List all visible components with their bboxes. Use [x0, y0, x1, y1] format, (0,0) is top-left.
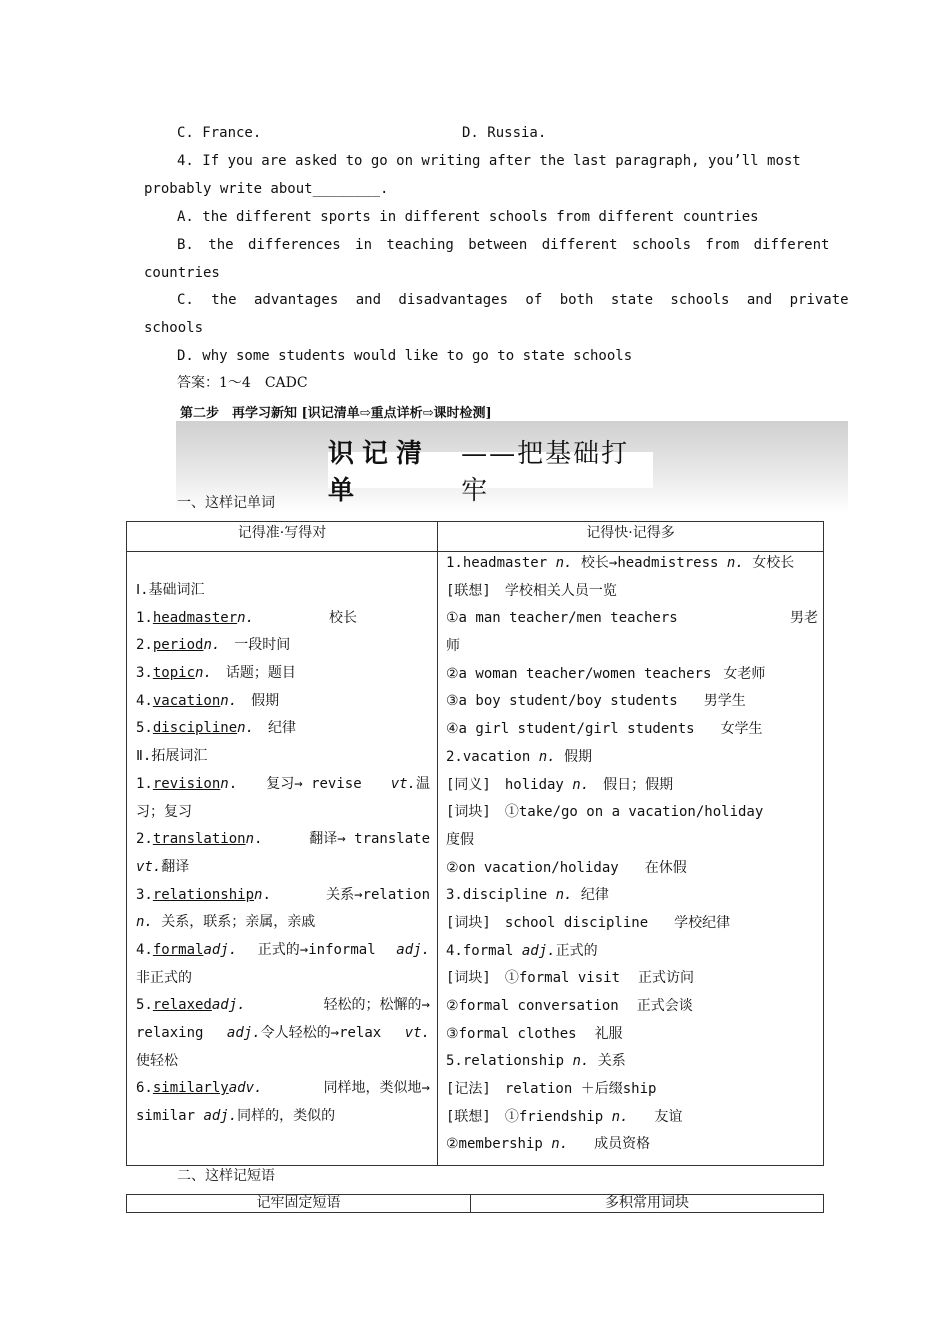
- basic-word-1: 1.headmastern. 校长: [136, 609, 358, 626]
- right-line-13: 3.discipline n. 纪律: [446, 887, 609, 904]
- q4-option-a: A. the different sports in different schools from different countries: [177, 209, 759, 225]
- table1-top-border: [126, 521, 824, 522]
- right-line-22: ②membership n. 成员资格: [446, 1136, 651, 1153]
- q4-option-b-line2: countries: [144, 265, 220, 281]
- right-line-11: 度假: [446, 831, 474, 848]
- right-line-2: [联想] 学校相关人员一览: [446, 582, 617, 599]
- right-line-12: ②on vacation/holiday 在休假: [446, 859, 687, 876]
- q4-stem-line2: probably write about________.: [144, 181, 389, 197]
- table2-right-border: [823, 1194, 824, 1213]
- banner-title: [328, 439, 653, 506]
- ext-word-5-line3: 使轻松: [136, 1052, 178, 1069]
- table1-right-header: 记得快·记得多: [586, 525, 675, 541]
- right-line-10: [词块] ①take/go on a vacation/holiday: [446, 804, 764, 821]
- table1-middle-border: [437, 521, 438, 1166]
- basic-word-5: 5.disciplinen. 纪律: [136, 720, 297, 737]
- step-title: 第二步 再学习新知: [180, 406, 298, 421]
- ext-word-2-line1: 2.translationn. 翻译→ translate: [136, 831, 430, 848]
- table2-bottom-border: [126, 1212, 824, 1213]
- banner-title-rest: ——把基础打牢: [461, 439, 630, 506]
- ext-word-4-line2: 非正式的: [136, 969, 192, 986]
- basic-vocab-heading: Ⅰ.基础词汇: [136, 582, 205, 598]
- table2-left-header: 记牢固定短语: [256, 1195, 341, 1211]
- table1-left-border: [126, 521, 127, 1166]
- ext-word-6-line1: 6.similarlyadv. 同样地，类似地→: [136, 1080, 430, 1097]
- q4-option-c-line2: schools: [144, 320, 204, 336]
- basic-word-4: 4.vacationn. 假期: [136, 692, 280, 709]
- ext-word-3-line2: n. 关系，联系；亲属，亲戚: [136, 914, 316, 931]
- right-line-9: [同义] holiday n. 假日；假期: [446, 776, 674, 793]
- ext-word-3-line1: 3.relationshipn. 关系→relation: [136, 886, 430, 903]
- basic-word-2: 2.periodn. 一段时间: [136, 637, 291, 654]
- ext-word-6-line2: similar adj.同样的，类似的: [136, 1108, 336, 1125]
- right-line-14: [词块] school discipline 学校纪律: [446, 914, 731, 931]
- ext-word-1-line2: 习；复习: [136, 803, 192, 820]
- right-line-15: 4.formal adj.正式的: [446, 942, 598, 959]
- right-line-17: ②formal conversation 正式会谈: [446, 998, 693, 1014]
- ext-word-5-line2: relaxing adj.令人轻松的→relax vt.: [136, 1025, 430, 1041]
- right-line-3: ①a man teacher/men teachers 男老: [446, 610, 818, 627]
- banner-title-bold: 识记清单: [328, 439, 431, 506]
- step-nav: [识记清单⇨重点详析⇨课时检测]: [301, 406, 492, 421]
- table1-right-border: [823, 521, 824, 1166]
- ext-word-1-line1: 1.revisionn. 复习→ revise vt.温: [136, 775, 430, 792]
- answer-line: 答案：1～4 CADC: [177, 375, 308, 391]
- left-vocab-column: [136, 577, 430, 1131]
- right-line-6: ③a boy student/boy students 男学生: [446, 693, 746, 710]
- right-line-4: 师: [446, 638, 460, 655]
- basic-word-3: 3.topicn. 话题；题目: [136, 665, 296, 682]
- section1-heading: 一、这样记单词: [177, 495, 275, 511]
- right-vocab-column: [446, 550, 818, 1159]
- table2-right-header: 多积常用词块: [605, 1195, 689, 1211]
- ext-word-4-line1: 4.formaladj. 正式的→informal adj.: [136, 941, 430, 958]
- table1-left-header: 记得准·写得对: [237, 525, 327, 541]
- q3-option-d: D. Russia.: [462, 125, 547, 141]
- q4-option-c-line1: C. the advantages and disadvantages of both state schools and private: [177, 292, 849, 308]
- q4-option-b-line1: B. the differences in teaching between different schools from different: [177, 237, 830, 253]
- ext-word-5-line1: 5.relaxedadj. 轻松的；松懈的→: [136, 997, 430, 1014]
- section2-heading: 二、这样记短语: [177, 1168, 275, 1184]
- right-line-20: [记法] relation ＋后缀ship: [446, 1081, 657, 1098]
- right-line-21: [联想] ①friendship n. 友谊: [446, 1108, 683, 1125]
- right-line-19: 5.relationship n. 关系: [446, 1053, 626, 1070]
- q4-stem-line1: 4. If you are asked to go on writing after the last paragraph, you’ll most: [177, 153, 801, 169]
- right-line-5: ②a woman teacher/women teachers 女老师: [446, 665, 766, 682]
- extended-vocab-heading: Ⅱ.拓展词汇: [136, 748, 208, 765]
- ext-word-2-line2: vt.翻译: [136, 858, 190, 875]
- right-line-7: ④a girl student/girl students 女学生: [446, 721, 763, 738]
- right-line-16: [词块] ①formal visit 正式访问: [446, 970, 695, 987]
- right-line-8: 2.vacation n. 假期: [446, 748, 593, 765]
- q3-option-c: C. France.: [177, 125, 262, 141]
- right-line-1: 1.headmaster n. 校长→headmistress n. 女校长: [446, 555, 795, 571]
- q4-option-d: D. why some students would like to go to state schools: [177, 348, 633, 364]
- right-line-18: ③formal clothes 礼服: [446, 1025, 623, 1042]
